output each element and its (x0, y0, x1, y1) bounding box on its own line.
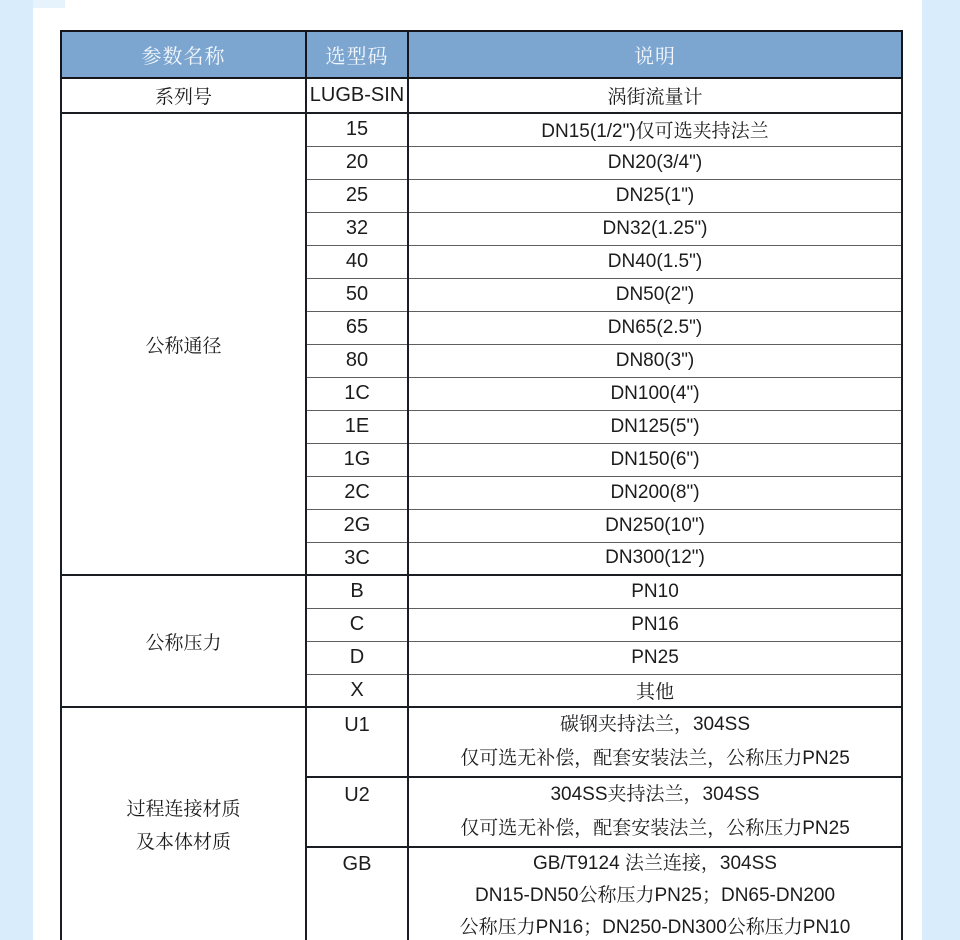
code-cell: 1G (306, 443, 408, 476)
code-cell: U2 (306, 777, 408, 847)
code-cell: C (306, 608, 408, 641)
selection-code-table (60, 30, 903, 940)
desc-cell (408, 707, 902, 777)
param-name-cell: 公称通径 (61, 113, 306, 575)
code-cell: 2G (306, 509, 408, 542)
desc-cell: DN100(4") (408, 377, 902, 410)
code-cell: 3C (306, 542, 408, 575)
desc-cell: DN300(12") (408, 542, 902, 575)
desc-cell: PN10 (408, 575, 902, 608)
param-name-cell: 系列号 (61, 78, 306, 113)
desc-cell: DN40(1.5") (408, 245, 902, 278)
code-cell: 80 (306, 344, 408, 377)
param-name-line: 过程连接材质 (126, 799, 241, 820)
desc-line: 仅可选无补偿，配套安装法兰，公称压力PN25 (460, 818, 850, 839)
desc-cell: DN250(10") (408, 509, 902, 542)
desc-cell: DN25(1") (408, 179, 902, 212)
code-cell: 2C (306, 476, 408, 509)
code-cell: 50 (306, 278, 408, 311)
desc-line: 仅可选无补偿，配套安装法兰，公称压力PN25 (460, 748, 850, 769)
code-cell: 1E (306, 410, 408, 443)
header-param-name: 参数名称 (61, 31, 306, 78)
desc-cell: DN50(2") (408, 278, 902, 311)
code-cell: 25 (306, 179, 408, 212)
table-row (61, 78, 902, 113)
desc-cell: DN20(3/4") (408, 146, 902, 179)
desc-cell: DN150(6") (408, 443, 902, 476)
left-margin-strip (0, 0, 33, 940)
desc-cell (408, 777, 902, 847)
param-name-cell: 公称压力 (61, 575, 306, 707)
code-cell: 40 (306, 245, 408, 278)
desc-cell: 涡街流量计 (408, 78, 902, 113)
desc-cell: DN125(5") (408, 410, 902, 443)
desc-cell: DN200(8") (408, 476, 902, 509)
desc-cell: DN32(1.25") (408, 212, 902, 245)
table-row (61, 113, 902, 146)
desc-cell: DN65(2.5") (408, 311, 902, 344)
table-row (61, 707, 902, 777)
code-cell: 15 (306, 113, 408, 146)
desc-cell: 其他 (408, 674, 902, 707)
code-cell: 1C (306, 377, 408, 410)
desc-line: GB/T9124 法兰连接，304SS (533, 853, 777, 874)
desc-cell: PN16 (408, 608, 902, 641)
code-cell: U1 (306, 707, 408, 777)
code-cell: 20 (306, 146, 408, 179)
desc-cell: DN80(3") (408, 344, 902, 377)
code-cell: D (306, 641, 408, 674)
code-cell: LUGB-SIN (306, 78, 408, 113)
table-row (61, 575, 902, 608)
code-cell: 32 (306, 212, 408, 245)
desc-cell: DN15(1/2")仅可选夹持法兰 (408, 113, 902, 146)
desc-line: 公称压力PN16；DN250-DN300公称压力PN10 (459, 917, 851, 938)
desc-line: DN15-DN50公称压力PN25；DN65-DN200 (474, 885, 836, 906)
header-description: 说明 (408, 31, 902, 78)
header-selection-code: 选型码 (306, 31, 408, 78)
code-cell: 65 (306, 311, 408, 344)
param-name-cell (61, 707, 306, 940)
code-cell: B (306, 575, 408, 608)
param-name-line: 及本体材质 (135, 832, 231, 853)
code-cell: GB (306, 847, 408, 940)
code-cell: X (306, 674, 408, 707)
desc-line: 碳钢夹持法兰，304SS (559, 714, 751, 735)
right-margin-strip (922, 0, 960, 940)
table-header-row (61, 31, 902, 78)
top-left-artifact (33, 0, 65, 8)
desc-cell: PN25 (408, 641, 902, 674)
desc-line: 304SS夹持法兰，304SS (550, 784, 760, 805)
desc-cell (408, 847, 902, 940)
